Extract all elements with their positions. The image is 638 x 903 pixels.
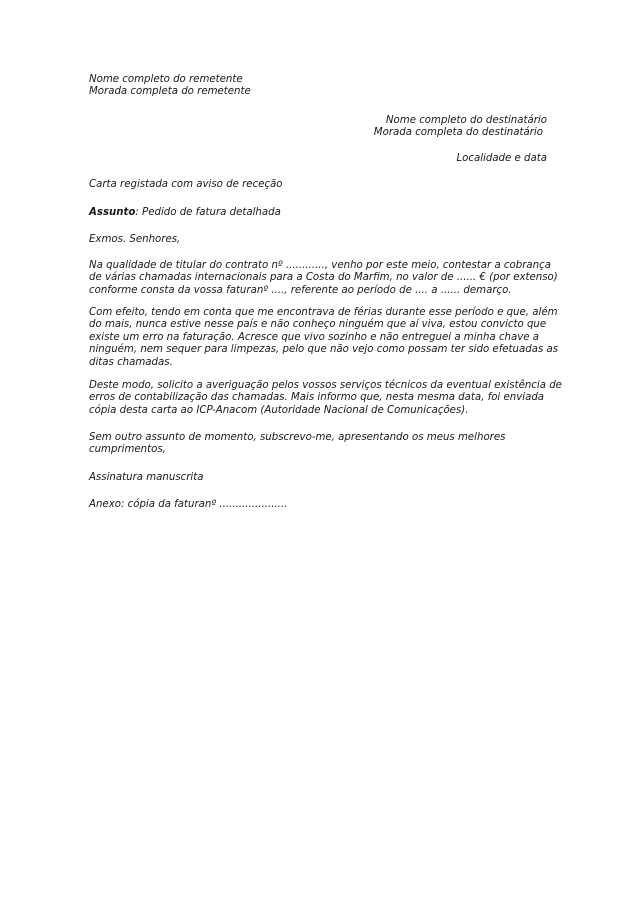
attachment <box>89 499 549 511</box>
recipient-address: Morada completa do destinatário <box>373 127 543 139</box>
paragraph-line: conforme consta da vossa faturanº ...., referente ao período de .... a ...... demarço. <box>89 284 512 296</box>
attachment-text: Anexo: cópia da faturanº ..................... <box>89 499 288 510</box>
registered-text: Carta registada com aviso de receção <box>89 179 283 190</box>
paragraph-line: do mais, nunca estive nesse país e não conheço ninguém que aí viva, estou convicto que <box>89 319 547 331</box>
paragraph-line: Deste modo, solicito a averiguação pelos vossos serviços técnicos da eventual existência de <box>89 380 562 391</box>
paragraph-line: Sem outro assunto de momento, subscrevo-me, apresentando os meus melhores <box>89 432 506 443</box>
paragraph-line: Na qualidade de titular do contrato nº ............, venho por este meio, contestar a cobrança <box>89 260 551 271</box>
paragraph-line: Com efeito, tendo em conta que me encontrava de férias durante esse período e que, além <box>89 307 558 318</box>
sender-name: Nome completo do remetente <box>89 74 243 85</box>
paragraph-2 <box>89 307 559 369</box>
salutation <box>89 234 549 246</box>
signature-text: Assinatura manuscrita <box>89 472 204 483</box>
recipient-name: Nome completo do destinatário <box>385 115 547 126</box>
paragraph-line: ninguém, nem sequer para limpezas, pelo que não vejo como possam ter sido efetuadas as <box>89 344 559 356</box>
paragraph-line: existe um erro na faturação. Acresce que vivo sozinho e não entreguei a minha chave a <box>89 331 540 343</box>
subject-label: Assunto <box>89 207 136 218</box>
subject-line <box>89 207 549 219</box>
paragraph-1 <box>89 260 558 297</box>
subject-text: : Pedido de fatura detalhada <box>135 207 281 218</box>
place-date-text: Localidade e data <box>456 153 547 164</box>
paragraph-4 <box>89 432 553 457</box>
paragraph-line: ditas chamadas. <box>89 356 173 368</box>
paragraph-line: cumprimentos, <box>89 444 166 456</box>
paragraph-3 <box>89 380 562 417</box>
salutation-text: Exmos. Senhores, <box>89 234 181 245</box>
recipient-block <box>89 115 547 140</box>
paragraph-line: de várias chamadas internacionais para a Costa do Marfim, no valor de ...... € (por extenso) <box>89 272 558 284</box>
paragraph-line: erros de contabilização das chamadas. Mais informo que, nesta mesma data, foi enviada <box>89 392 545 404</box>
subject <box>89 207 549 219</box>
signature <box>89 472 549 484</box>
place-date <box>89 153 547 165</box>
paragraph-line: cópia desta carta ao ICP-Anacom (Autoridade Nacional de Comunicações). <box>89 404 469 416</box>
sender-block <box>89 74 549 99</box>
registered-mail-note <box>89 179 549 191</box>
sender-address: Morada completa do remetente <box>89 86 251 98</box>
